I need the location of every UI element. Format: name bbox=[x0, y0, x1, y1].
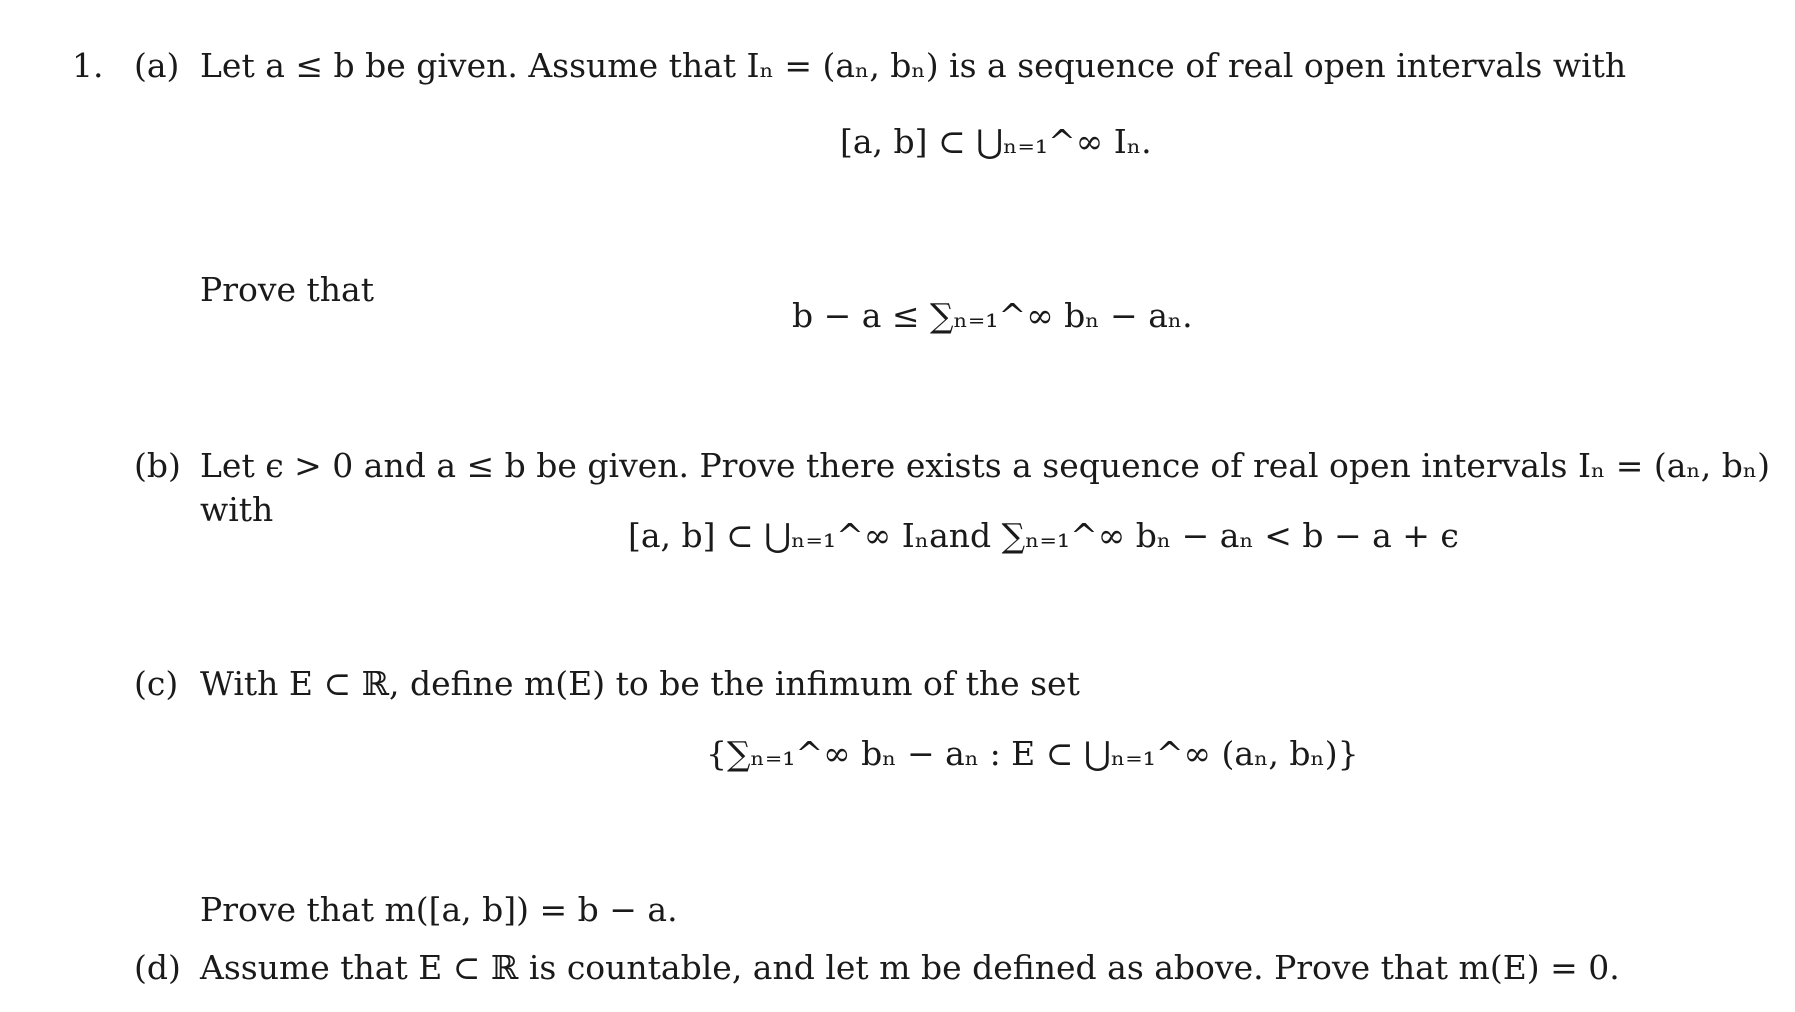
part-b-label: (b) bbox=[134, 446, 181, 485]
part-a-equation-2: b − a ≤ ∑ₙ₌₁^∞ bₙ − aₙ. bbox=[792, 296, 1193, 335]
part-b-equation: [a, b] ⊂ ⋃ₙ₌₁^∞ Iₙand ∑ₙ₌₁^∞ bₙ − aₙ < b − a + ϵ bbox=[628, 516, 1459, 555]
part-a-prove-text: Prove that bbox=[200, 270, 374, 309]
part-d-label: (d) bbox=[134, 948, 181, 987]
problem-number: 1. bbox=[72, 46, 104, 85]
part-a-label: (a) bbox=[134, 46, 180, 85]
part-a-equation-1: [a, b] ⊂ ⋃ₙ₌₁^∞ Iₙ. bbox=[840, 122, 1152, 161]
part-b-text-line1: Let ϵ > 0 and a ≤ b be given. Prove there exists a sequence of real open intervals Iₙ = (aₙ, bₙ) bbox=[200, 446, 1770, 485]
part-c-equation: {∑ₙ₌₁^∞ bₙ − aₙ : E ⊂ ⋃ₙ₌₁^∞ (aₙ, bₙ)} bbox=[706, 734, 1359, 773]
part-d-text: Assume that E ⊂ ℝ is countable, and let m be defined as above. Prove that m(E) = 0. bbox=[200, 948, 1620, 987]
part-c-label: (c) bbox=[134, 664, 179, 703]
part-c-prove-text: Prove that m([a, b]) = b − a. bbox=[200, 890, 678, 929]
part-b-text-line2: with bbox=[200, 490, 274, 529]
part-a-text: Let a ≤ b be given. Assume that Iₙ = (aₙ, bₙ) is a sequence of real open intervals with bbox=[200, 46, 1627, 85]
part-c-text: With E ⊂ ℝ, define m(E) to be the infimum of the set bbox=[200, 664, 1080, 703]
